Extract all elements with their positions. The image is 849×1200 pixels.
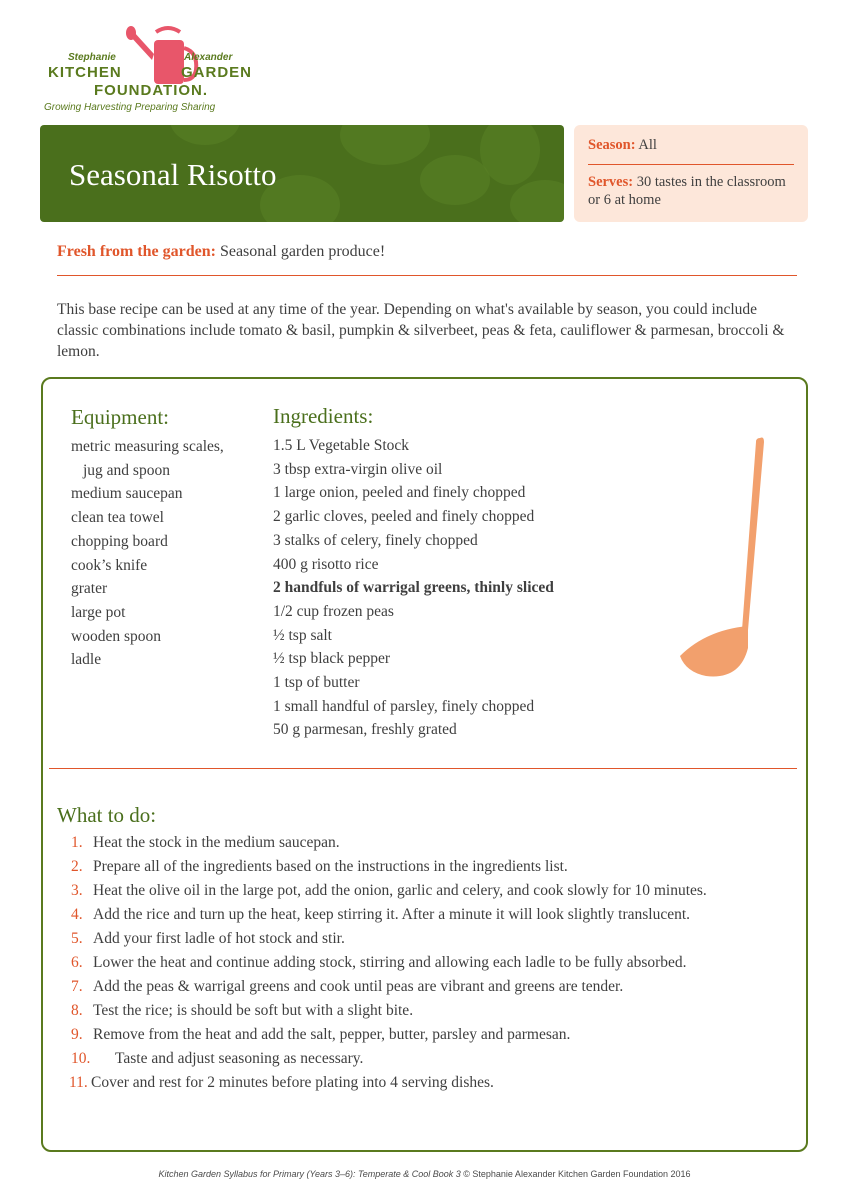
ingredient-item: 50 g parmesan, freshly grated [273,721,457,739]
method-step [71,999,801,1023]
ingredient-item: 1 small handful of parsley, finely chopped [273,697,535,715]
step-number: 1. [71,834,83,851]
method-steps [71,831,801,1095]
step-text: Cover and rest for 2 minutes before plating into 4 serving dishes. [91,1074,494,1091]
method-step [71,1071,801,1095]
method-step [71,1047,801,1071]
banner-leaf-pattern [510,180,564,222]
method-step [71,975,801,999]
logo-line-foundation: FOUNDATION. [94,82,209,99]
equipment-item: cook’s knife [71,556,148,574]
step-text: Remove from the heat and add the salt, pepper, butter, parsley and parmesan. [93,1026,571,1043]
step-text: Add your first ladle of hot stock and stir. [93,930,345,947]
season-serves-box [574,125,808,222]
equipment-item: jug and spoon [83,461,170,479]
logo-line-kitchen: KITCHEN [48,64,122,81]
equipment-item: chopping board [71,532,168,550]
title-banner [40,125,564,222]
banner-leaf-pattern [420,155,490,205]
method-step [71,1023,801,1047]
equipment-item: clean tea towel [71,509,164,527]
step-text: Taste and adjust seasoning as necessary. [115,1050,364,1067]
method-step [71,831,801,855]
step-number: 6. [71,954,83,971]
banner-leaf-pattern [340,125,430,165]
method-step [71,951,801,975]
step-text: Heat the stock in the medium saucepan. [93,834,340,851]
ingredient-item: 1 large onion, peeled and finely chopped [273,484,526,502]
ingredient-item: 1 tsp of butter [273,674,360,692]
fresh-from-garden [57,243,385,261]
ingredient-item: 1/2 cup frozen peas [273,602,394,620]
step-number: 7. [71,978,83,995]
serves-line [588,173,794,209]
ingredient-item: 2 garlic cloves, peeled and finely chopped [273,508,535,526]
equipment-heading: Equipment: [71,405,169,429]
ingredients-heading: Ingredients: [273,404,374,428]
logo-line-alexander: Alexander [184,52,233,63]
serves-label: Serves: [588,174,634,190]
serves-value: 30 tastes in the classroom or 6 at home [588,174,786,208]
ingredient-item: ½ tsp salt [273,626,332,644]
logo-line-garden: GARDEN [181,64,253,81]
step-number: 4. [71,906,83,923]
step-text: Prepare all of the ingredients based on the instructions in the ingredients list. [93,858,568,875]
season-line [588,137,794,154]
equipment-item: large pot [71,603,126,621]
fresh-divider [57,275,797,276]
step-text: Lower the heat and continue adding stock, stirring and allowing each ladle to be fully absorbed. [93,954,687,971]
ingredients-divider [49,768,797,769]
ingredient-item: 1.5 L Vegetable Stock [273,437,410,454]
step-number: 5. [71,930,83,947]
method-step [71,879,801,903]
season-value: All [638,137,657,153]
step-number: 9. [71,1026,83,1043]
ingredient-item: ½ tsp black pepper [273,650,391,668]
equipment-item: grater [71,580,108,598]
ingredient-item: 400 g risotto rice [273,555,379,573]
step-number: 8. [71,1002,83,1019]
banner-leaf-pattern [480,125,540,185]
ingredient-item: 3 stalks of celery, finely chopped [273,531,478,549]
step-number: 3. [71,882,83,899]
equipment-item: wooden spoon [71,627,161,645]
logo-tagline: Growing Harvesting Preparing Sharing [44,102,216,113]
step-text: Add the rice and turn up the heat, keep stirring it. After a minute it will look slightly translucent. [93,906,691,923]
fresh-label: Fresh from the garden: [57,243,216,260]
ingredient-item: 3 tbsp extra-virgin olive oil [273,460,443,478]
step-text: Add the peas & warrigal greens and cook until peas are vibrant and greens are tender. [93,978,624,995]
intro-paragraph: This base recipe can be used at any time of the year. Depending on what's available by season, you could include classic combinations include tomato & basil, pumpkin & silverbeet, peas & feta, cauliflower & parmesan, broccoli & lemon. [57,301,785,360]
fresh-value: Seasonal garden produce! [219,243,386,260]
method-step [71,927,801,951]
step-text: Heat the olive oil in the large pot, add the onion, garlic and celery, and cook slowly for 10 minutes. [93,882,707,899]
season-divider [588,164,794,165]
equipment-item: medium saucepan [71,485,183,503]
method-step [71,855,801,879]
method-step [71,903,801,927]
step-number: 2. [71,858,83,875]
method-heading: What to do: [57,803,157,827]
step-text: Test the rice; is should be soft but with a slight bite. [93,1002,414,1019]
ingredient-item-highlight: 2 handfuls of warrigal greens, thinly sliced [273,579,554,597]
equipment-item: metric measuring scales, [71,438,224,455]
foundation-logo [44,20,259,120]
ladle-icon [676,434,776,680]
step-number: 10. [71,1050,91,1067]
ingredients-list [273,434,693,742]
page-footer [0,1169,849,1179]
banner-leaf-pattern [170,125,240,145]
footer-copyright: © Stephanie Alexander Kitchen Garden Foundation 2016 [460,1169,691,1179]
page-title: Seasonal Risotto [69,157,277,192]
equipment-item: ladle [71,651,102,669]
equipment-list [71,435,261,672]
season-label: Season: [588,137,636,153]
footer-source: Kitchen Garden Syllabus for Primary (Years 3–6): Temperate & Cool Book 3 [158,1169,461,1179]
step-number: 11. [69,1074,88,1091]
logo-line-stephanie: Stephanie [68,52,116,63]
